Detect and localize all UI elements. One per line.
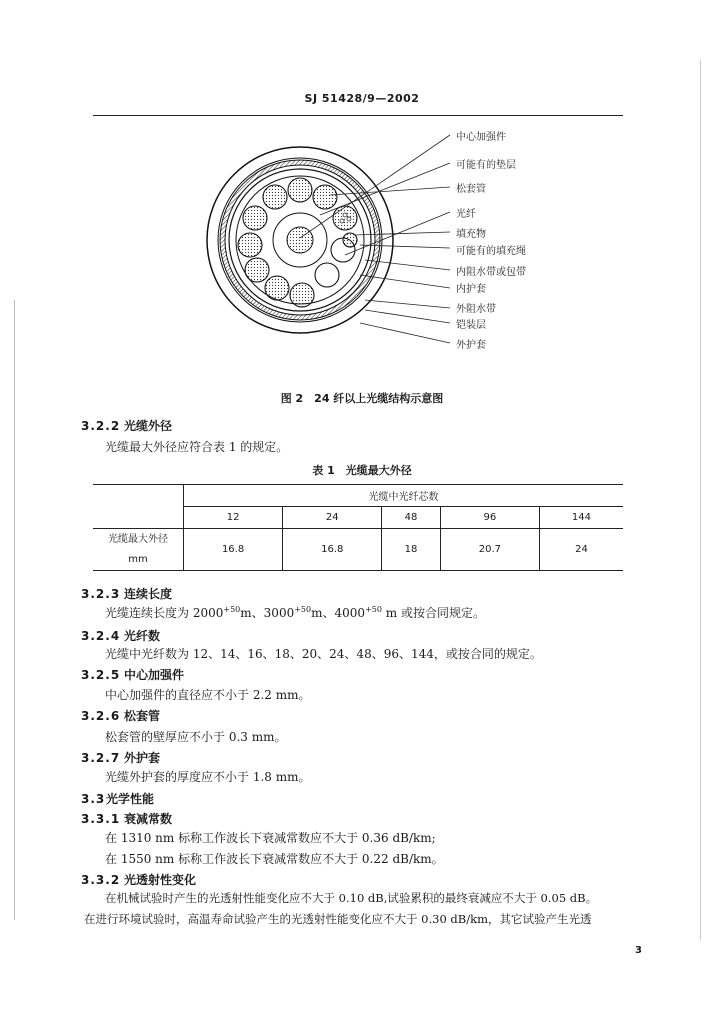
separator: 、: [322, 606, 335, 620]
unit: m: [311, 606, 323, 620]
paragraph-3-3-2-line1: 在机械试验时产生的光透射性能变化应不大于 0.10 dB,试验累积的最终衰减应不大于 0.05 dB。: [105, 891, 598, 905]
unit: m: [240, 606, 252, 620]
section-title: 光透射性变化: [124, 873, 197, 887]
section-title: 衰减常数: [124, 812, 173, 826]
section-number: 3.2.5: [81, 668, 121, 682]
section-number: 3.2.7: [81, 751, 121, 765]
table-cell: 16.8: [283, 529, 382, 571]
section-title: 松套管: [124, 709, 161, 723]
section-title: 光缆外径: [124, 419, 173, 433]
section-heading-3-2-7: [81, 749, 160, 766]
label-bedding-layer: 可能有的垫层: [456, 160, 516, 171]
section-heading-3-2-2: [81, 417, 172, 434]
figure-leader-lines: [290, 125, 460, 345]
section-heading-3-2-5: [81, 666, 184, 683]
length-value-2: 3000: [263, 606, 295, 620]
section-number: 3.3: [81, 792, 106, 806]
label-loose-tube: 松套管: [456, 184, 486, 195]
label-inner-water-blocking-tape: 内阻水带或包带: [456, 267, 526, 278]
section-heading-3-3-1: [81, 810, 172, 827]
tolerance-sup: +50: [294, 605, 312, 614]
table-empty-corner: [93, 485, 184, 529]
tolerance-sup: +50: [223, 605, 241, 614]
table-col-header: 12: [184, 507, 283, 529]
section-title: 光学性能: [106, 792, 155, 806]
section-title: 外护套: [124, 751, 161, 765]
section-number: 3.2.6: [81, 709, 121, 723]
section-number: 3.2.4: [81, 629, 121, 643]
section-heading-3-2-4: [81, 627, 160, 644]
text-before: 光缆连续长度为: [105, 606, 193, 620]
row-header-line1: 光缆最大外径: [108, 533, 168, 545]
label-outer-water-blocking-tape: 外阻水带: [456, 304, 496, 315]
paragraph-3-2-5: 中心加强件的直径应不小于 2.2 mm。: [105, 688, 311, 702]
label-central-strength-member: 中心加强件: [456, 132, 506, 143]
figure-caption: 图 2 24 纤以上光缆结构示意图: [280, 392, 444, 405]
label-inner-sheath: 内护套: [456, 284, 486, 295]
section-heading-3-3-2: [81, 871, 196, 888]
label-outer-sheath: 外护套: [456, 340, 486, 351]
scan-edge-right: [700, 60, 701, 940]
table-cell: 18: [382, 529, 441, 571]
section-number: 3.3.2: [81, 873, 121, 887]
section-title: 光纤数: [124, 629, 161, 643]
table-cell: 24: [575, 544, 588, 555]
section-number: 3.3.1: [81, 812, 121, 826]
label-armor-layer: 铠装层: [456, 320, 486, 331]
header-rule: [93, 115, 623, 116]
paragraph-3-3-1-line1: 在 1310 nm 标称工作波长下衰减常数应不大于 0.36 dB/km;: [105, 831, 436, 845]
section-heading-3-2-6: [81, 707, 160, 724]
standard-number-header: SJ 51428/9—2002: [304, 92, 420, 105]
page-number: 3: [635, 945, 642, 956]
table-cell: 20.7: [440, 529, 539, 571]
length-value-1: 2000: [192, 606, 224, 620]
paragraph-3-2-6: 松套管的壁厚应不小于 0.3 mm。: [105, 730, 287, 744]
label-optical-fiber: 光纤: [456, 209, 476, 220]
section-heading-3-3: [81, 790, 154, 807]
section-title: 中心加强件: [124, 668, 185, 682]
paragraph-3-2-7: 光缆外护套的厚度应不小于 1.8 mm。: [105, 770, 311, 784]
paragraph-3-2-3: [105, 604, 485, 621]
section-number: 3.2.2: [81, 419, 121, 433]
paragraph-3-2-2: 光缆最大外径应符合表 1 的规定。: [105, 440, 289, 454]
length-value-3: 4000: [334, 606, 366, 620]
table-caption: 表 1 光缆最大外径: [312, 464, 412, 477]
unit: m: [385, 606, 398, 620]
section-number: 3.2.3: [81, 587, 121, 601]
section-title: 连续长度: [124, 587, 173, 601]
table-col-header: 144: [571, 512, 592, 523]
text-after: 或按合同规定。: [401, 606, 486, 620]
table-group-header: 光缆中光纤芯数: [184, 485, 624, 507]
max-diameter-table: [93, 484, 623, 571]
table-cell: 16.8: [184, 529, 283, 571]
row-header-line2: mm: [128, 553, 148, 565]
paragraph-3-2-4: 光缆中光纤数为 12、14、16、18、20、24、48、96、144，或按合同的规定。: [105, 647, 542, 661]
paragraph-3-3-1-line2: 在 1550 nm 标称工作波长下衰减常数应不大于 0.22 dB/km。: [105, 852, 444, 866]
table-col-header: 96: [440, 507, 539, 529]
table-col-header: 24: [283, 507, 382, 529]
table-col-header: 48: [382, 507, 441, 529]
tolerance-sup: +50: [365, 605, 382, 614]
separator: 、: [251, 606, 264, 620]
paragraph-3-3-2-line2: 在进行环境试验时，高温寿命试验产生的光透射性能变化应不大于 0.30 dB/km，其它试验产生光透: [84, 912, 592, 926]
label-filling-compound: 填充物: [456, 229, 486, 240]
section-heading-3-2-3: [81, 585, 172, 602]
table-row-header: [93, 529, 184, 571]
label-filler-rope: 可能有的填充绳: [456, 246, 526, 257]
